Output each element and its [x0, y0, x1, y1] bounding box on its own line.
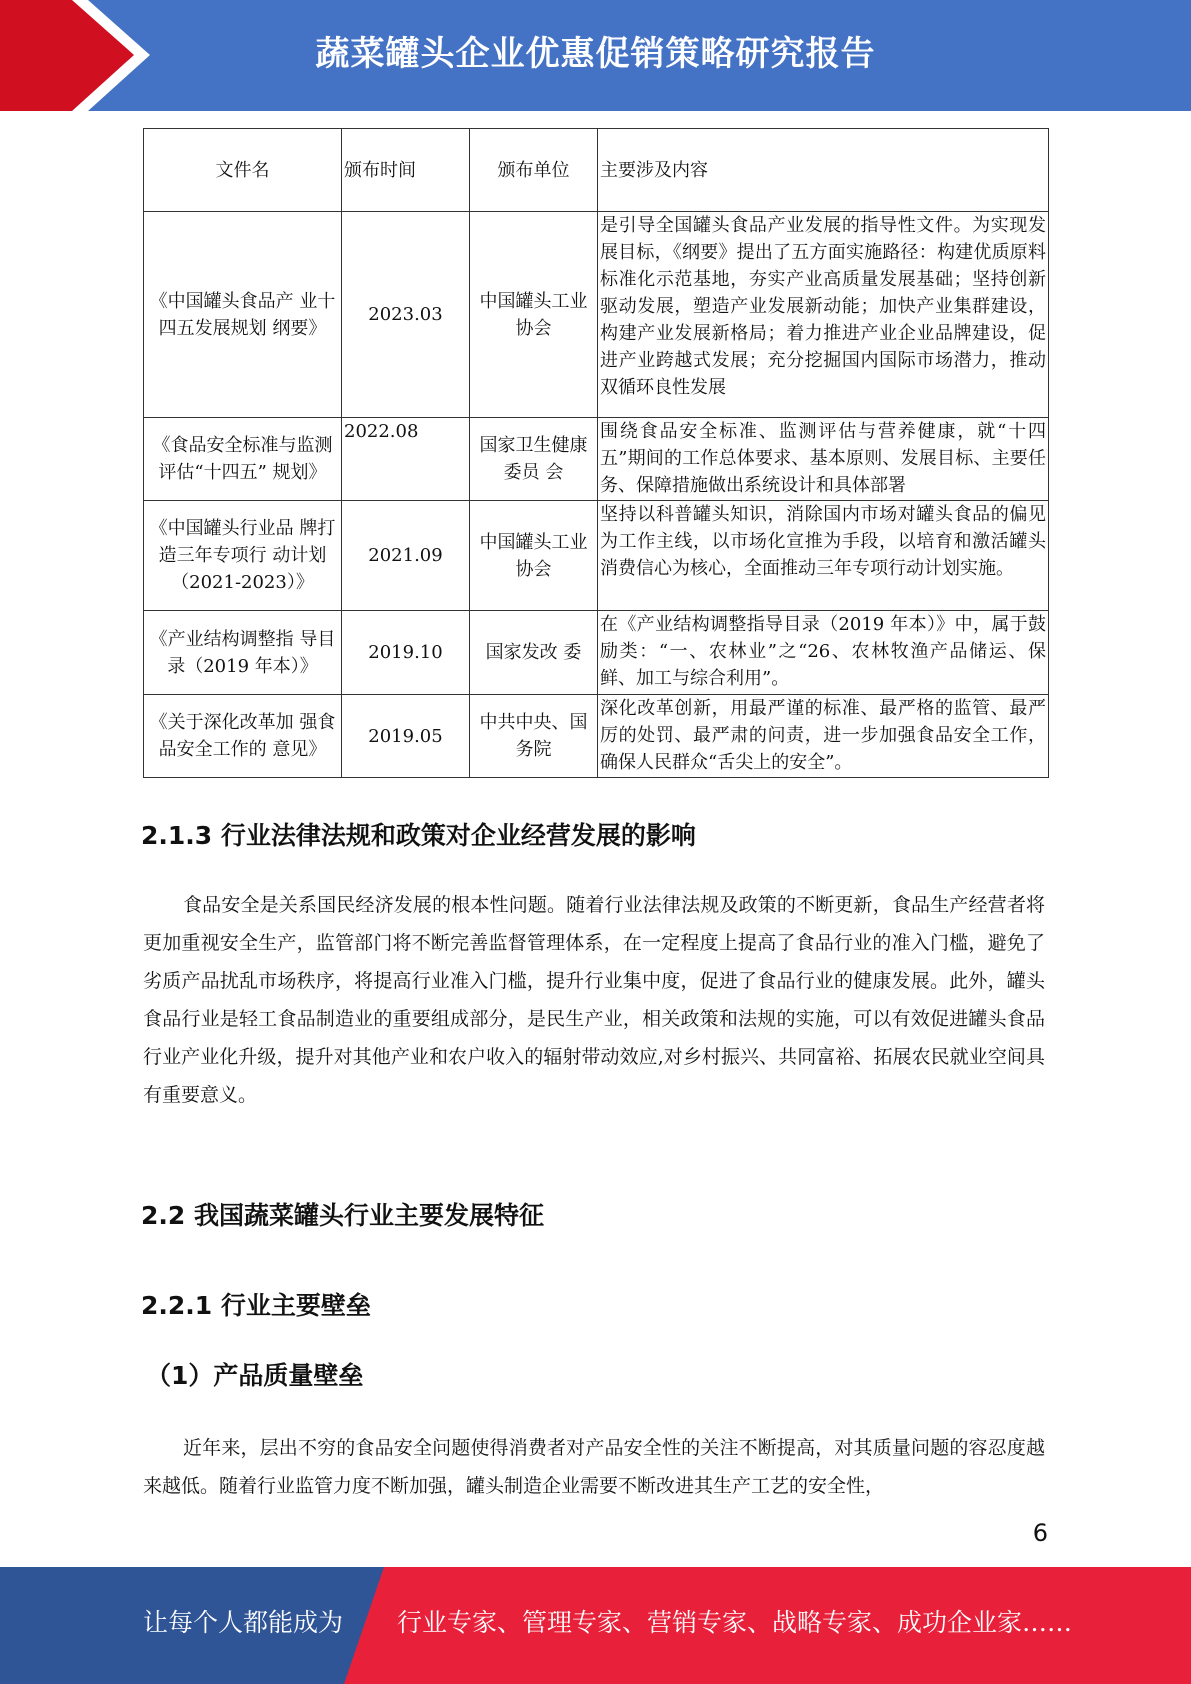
- cell-name-text: 《关于深化改革加 强食品安全工作的 意见》: [149, 712, 336, 760]
- cell-content: [598, 611, 1049, 695]
- cell-content: [598, 501, 1049, 611]
- footer-slogan-right: 行业专家、管理专家、营销专家、战略专家、成功企业家……: [397, 1608, 1073, 1637]
- cell-content-text: 是引导全国罐头食品产业发展的指导性文件。为实现发展目标，《纲要》提出了五方面实施路径：构建优质原料标准化示范基地，夯实产业高质量发展基础；坚持创新驱动发展，塑造产业发展新动能；加快产业集群建设，构建产业发展新格局；着力推进产业企业品牌建设，促进产业跨越式发展；充分挖掘国内国际市场潜力，推动双循环良性发展: [600, 215, 1046, 398]
- cell-org: [470, 695, 598, 778]
- cell-org: [470, 611, 598, 695]
- cell-date: 2019.10: [342, 611, 470, 695]
- column-header-name: 文件名: [144, 129, 342, 212]
- cell-content: [598, 212, 1049, 418]
- cell-org-text: 中国罐头工业协会: [479, 531, 588, 580]
- cell-name: [144, 695, 342, 778]
- table-row: [144, 418, 1049, 501]
- cell-content: [598, 418, 1049, 501]
- cell-org-text: 中共中央、国务院: [479, 712, 588, 760]
- section-heading-product-quality: （1）产品质量壁垒: [146, 1361, 364, 1390]
- section-2-1-3-paragraph: 食品安全是关系国民经济发展的根本性问题。随着行业法律法规及政策的不断更新，食品生产经营者将更加重视安全生产，监管部门将不断完善监督管理体系，在一定程度上提高了食品行业的准入门槛，避免了劣质产品扰乱市场秩序，将提高行业准入门槛，提升行业集中度，促进了食品行业的健康发展。此外，罐头食品行业是轻工食品制造业的重要组成部分，是民生产业，相关政策和法规的实施，可以有效促进罐头食品行业产业化升级，提升对其他产业和农户收入的辐射带动效应,对乡村振兴、共同富裕、拓展农民就业空间具有重要意义。: [143, 894, 1045, 1106]
- cell-org-text: 中国罐头工业协会: [479, 290, 588, 339]
- table-row: [144, 695, 1049, 778]
- cell-date: 2022.08: [342, 418, 470, 501]
- page-footer: [0, 1567, 1191, 1684]
- page-header: [0, 0, 1191, 111]
- footer-slogan-left: 让每个人都能成为: [143, 1608, 344, 1637]
- cell-date: 2019.05: [342, 695, 470, 778]
- section-heading-2-2: 2.2 我国蔬菜罐头行业主要发展特征: [141, 1201, 544, 1230]
- table-row: [144, 501, 1049, 611]
- cell-name: [144, 212, 342, 418]
- cell-name-text: 《产业结构调整指 导目录（2019 年本）》: [149, 628, 336, 677]
- cell-date: 2021.09: [342, 501, 470, 611]
- cell-name: [144, 611, 342, 695]
- table-row: [144, 212, 1049, 418]
- section-heading-2-1-3: 2.1.3 行业法律法规和政策对企业经营发展的影响: [141, 821, 696, 850]
- policy-table: [143, 128, 1049, 778]
- product-quality-paragraph: 近年来，层出不穷的食品安全问题使得消费者对产品安全性的关注不断提高，对其质量问题的容忍度越来越低。随着行业监管力度不断加强，罐头制造企业需要不断改进其生产工艺的安全性，: [143, 1437, 1045, 1497]
- page-number: 6: [1032, 1519, 1048, 1547]
- cell-org: [470, 418, 598, 501]
- cell-org: [470, 212, 598, 418]
- cell-content-text: 围绕食品安全标准、监测评估与营养健康，就“十四五”期间的工作总体要求、基本原则、发展目标、主要任务、保障措施做出系统设计和具体部署: [600, 421, 1046, 496]
- table-row: [144, 611, 1049, 695]
- cell-name: [144, 501, 342, 611]
- cell-name-text: 《中国罐头行业品 牌打造三年专项行 动计划（2021-2023）》: [149, 518, 336, 593]
- cell-content: [598, 695, 1049, 778]
- cell-org: [470, 501, 598, 611]
- cell-org-text: 国家发改 委: [485, 642, 582, 663]
- section-heading-2-2-1: 2.2.1 行业主要壁垒: [141, 1291, 371, 1320]
- column-header-date: 颁布时间: [342, 129, 470, 212]
- cell-content-text: 深化改革创新，用最严谨的标准、最严格的监管、最严厉的处罚、最严肃的问责，进一步加强食品安全工作，确保人民群众“舌尖上的安全”。: [600, 698, 1046, 773]
- column-header-content: 主要涉及内容: [598, 129, 1049, 212]
- cell-content-text: 坚持以科普罐头知识，消除国内市场对罐头食品的偏见为工作主线，以市场化宣推为手段，以培育和激活罐头消费信心为核心，全面推动三年专项行动计划实施。: [600, 504, 1046, 579]
- column-header-org: 颁布单位: [470, 129, 598, 212]
- cell-content-text: 在《产业结构调整指导目录（2019 年本）》中，属于鼓励类：“一、农林业”之“26、农林牧渔产品储运、保鲜、加工与综合利用”。: [600, 614, 1046, 689]
- cell-name-text: 《中国罐头食品产 业十四五发展规划 纲要》: [149, 290, 336, 339]
- table-header-row: [144, 129, 1049, 212]
- cell-org-text: 国家卫生健康委员 会: [479, 435, 588, 483]
- cell-name-text: 《食品安全标准与监测评估“十四五” 规划》: [152, 435, 333, 483]
- cell-name: [144, 418, 342, 501]
- report-title: 蔬菜罐头企业优惠促销策略研究报告: [315, 34, 876, 74]
- cell-date: 2023.03: [342, 212, 470, 418]
